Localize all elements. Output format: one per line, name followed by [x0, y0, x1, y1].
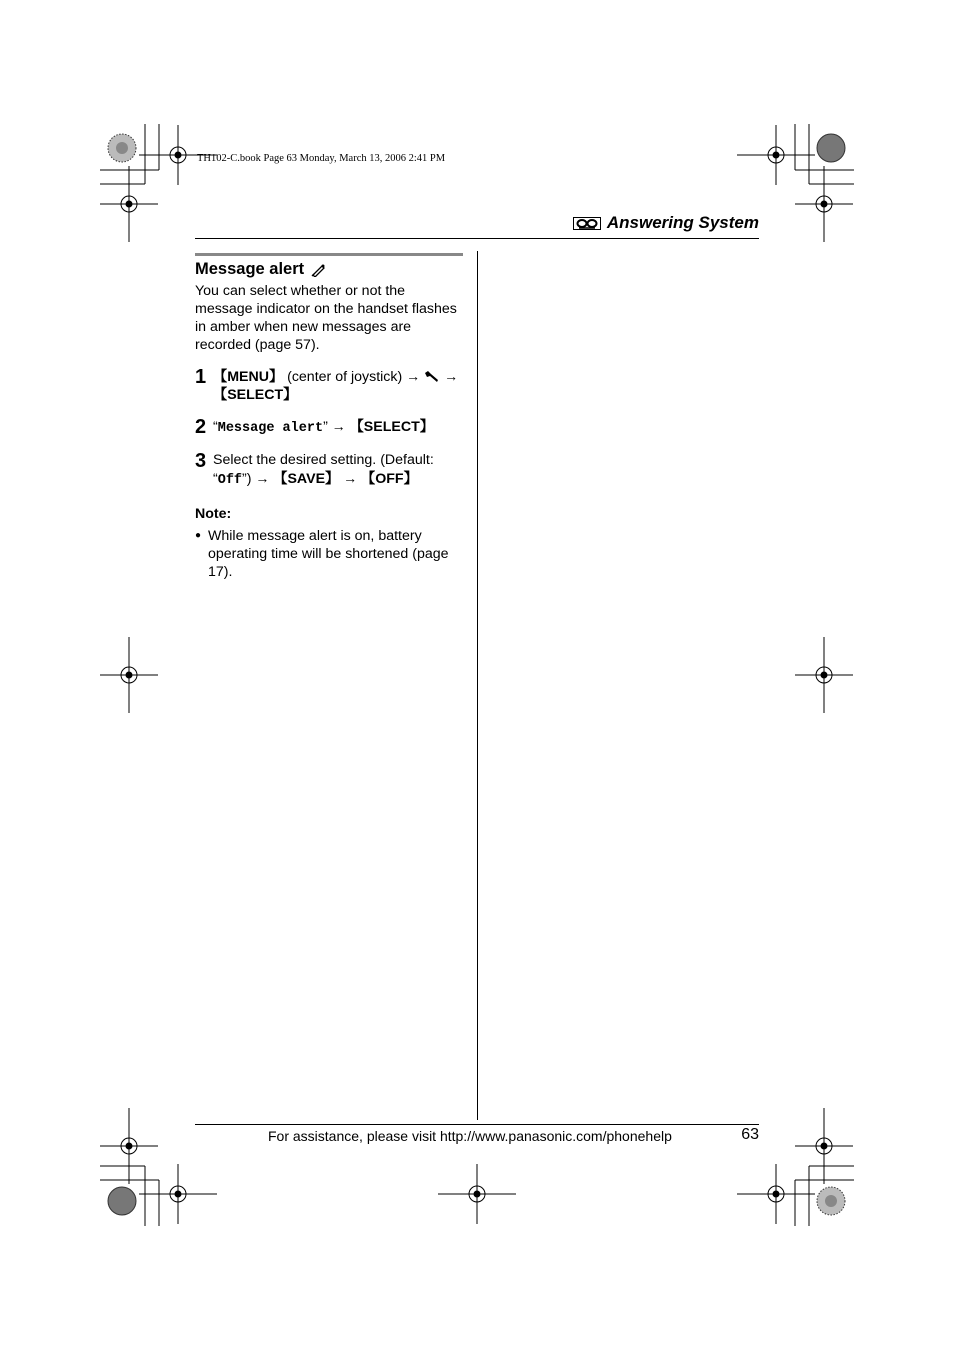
- arrow: →: [251, 470, 274, 486]
- option-off: Off: [217, 473, 243, 488]
- footer-rule: [195, 1124, 759, 1125]
- select-key: 【SELECT】: [349, 419, 434, 435]
- page-number: 63: [741, 1126, 759, 1143]
- footer-assistance-text: For assistance, please visit http://www.panasonic.com/phonehelp: [268, 1128, 672, 1144]
- step-text: [213, 367, 465, 404]
- step-number: 1: [195, 366, 207, 388]
- book-info: TH102-C.book Page 63 Monday, March 13, 2006 2:41 PM: [197, 153, 446, 164]
- section-intro: You can select whether or not the message indicator on the handset flashes in amber when new messages are recorded (page 57).: [195, 283, 457, 353]
- option-message-alert: Message alert: [217, 421, 324, 436]
- section-title: [195, 259, 465, 280]
- menu-key: 【MENU】: [213, 369, 284, 385]
- step-text: [213, 417, 465, 438]
- step-3: [195, 451, 465, 490]
- step-3-desc: Select the desired setting. (Default:: [213, 452, 434, 468]
- arrow: →: [339, 470, 362, 486]
- column-divider: [477, 251, 478, 1120]
- step-text: [213, 451, 465, 490]
- step-1: [195, 367, 465, 404]
- handset-icon: [310, 263, 326, 277]
- arrow: →: [444, 368, 459, 384]
- answering-system-icon: [573, 217, 601, 230]
- step-number: 3: [195, 450, 207, 472]
- note-item: [195, 527, 465, 581]
- note-text: While message alert is on, battery operating time will be shortened (page 17).: [208, 528, 449, 580]
- select-key: 【SELECT】: [213, 387, 298, 403]
- section-header: [573, 213, 759, 233]
- save-key: 【SAVE】: [273, 471, 340, 487]
- header-title: Answering System: [606, 213, 759, 232]
- quote-open: “: [213, 471, 218, 487]
- arrow: →: [406, 368, 421, 384]
- step-number: 2: [195, 416, 207, 438]
- step-1-desc: (center of joystick): [283, 369, 407, 385]
- wrench-icon: [424, 371, 440, 383]
- quote-open: “: [213, 419, 218, 435]
- header-rule: [195, 238, 759, 239]
- section-title-text: Message alert: [195, 260, 305, 278]
- left-column: [195, 259, 465, 581]
- step-2: [195, 417, 465, 438]
- quote-close: ”: [323, 419, 328, 435]
- note-title: Note:: [195, 506, 232, 522]
- quote-close: ”): [242, 471, 252, 487]
- bullet-icon: ●: [195, 530, 202, 541]
- off-key: 【OFF】: [361, 471, 418, 487]
- arrow: →: [327, 418, 350, 434]
- section-rule: [195, 253, 463, 256]
